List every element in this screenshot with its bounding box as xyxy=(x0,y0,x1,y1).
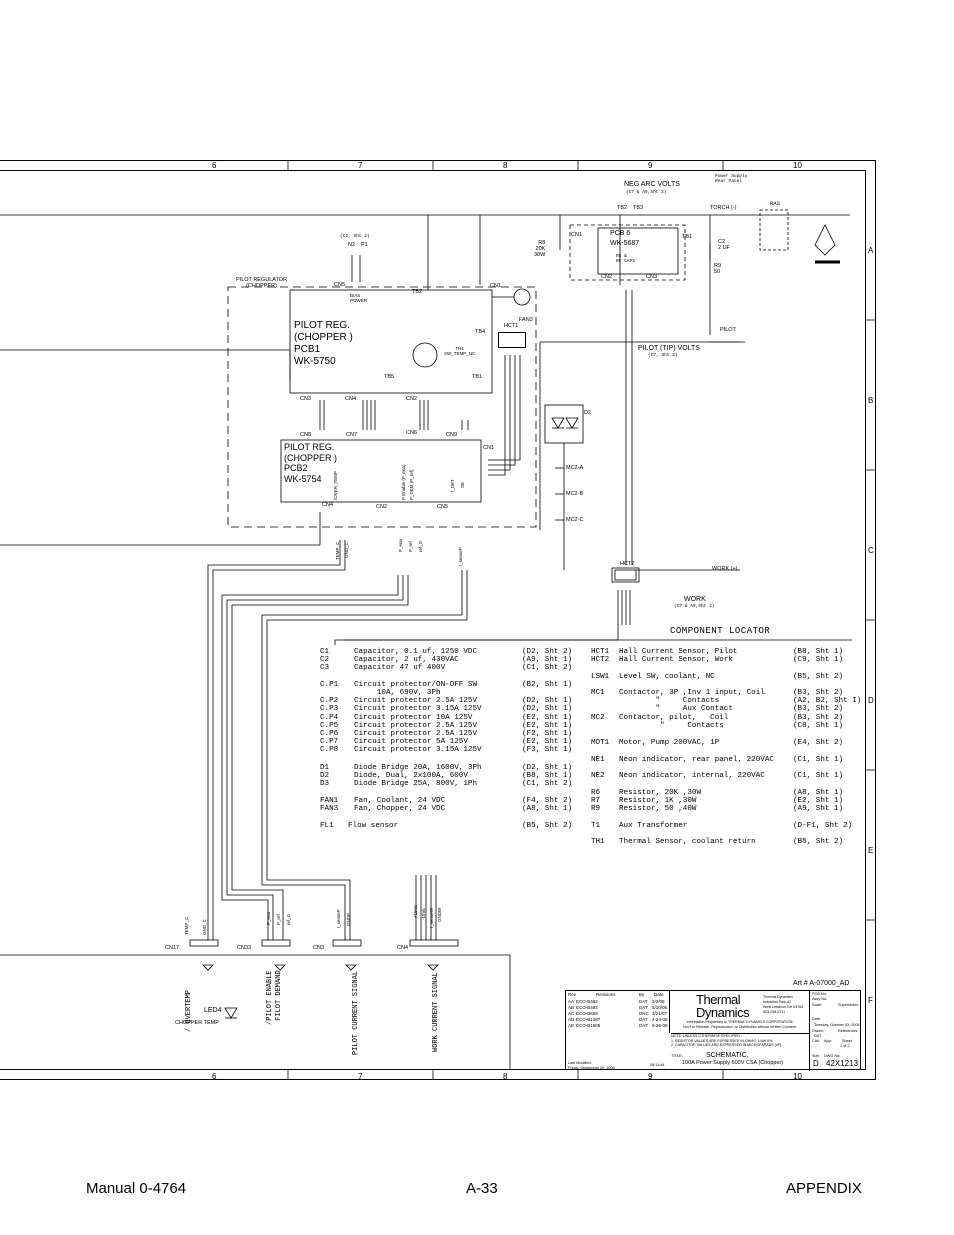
comp-ref: D3 xyxy=(320,780,330,789)
comp-ref: FAN3 xyxy=(320,805,339,814)
col-label-bottom: 8 xyxy=(503,1072,508,1081)
drawn-label: Drawn: xyxy=(812,1029,825,1033)
rev-eco: ECO-B659 xyxy=(576,1011,598,1016)
comp-loc: (B5, Sht 2) xyxy=(793,838,844,847)
col-label-bottom: 10 xyxy=(793,1072,802,1081)
comp-loc: (B2, Sht 1) xyxy=(522,680,573,689)
chk-label: Chk: xyxy=(812,1039,820,1043)
comp-loc: (E4, Sht 2) xyxy=(793,739,844,747)
comp-loc: (F4, Sht 2) xyxy=(522,797,573,805)
comp-loc: (A9, Sht 1) xyxy=(793,805,844,814)
col-label-bottom: 7 xyxy=(358,1072,363,1081)
comp-ref: D1 xyxy=(320,764,330,772)
comp-ref: R6 xyxy=(591,789,601,797)
cn8-label: CN8 xyxy=(300,432,312,438)
bias-power-label: BIAS POWER xyxy=(350,293,368,303)
over-temp-label: /OVER_TEMP xyxy=(333,470,338,500)
r8-label: R8 20K 30W xyxy=(534,240,546,258)
comp-loc: (D-F1, Sht 2) xyxy=(793,822,853,830)
comp-desc: Resistor, 1K ,30W xyxy=(619,797,697,806)
modified-time: 08:11:44 xyxy=(650,1063,665,1067)
comp-desc: Resistor, 20K ,30W xyxy=(619,789,702,797)
comp-ref: C.P3 xyxy=(320,705,339,714)
cn4-pcb2-label: CN4 xyxy=(322,502,334,508)
comp-desc: Diode Bridge 25A, 800V, 1Ph xyxy=(354,780,478,789)
drawing-title: SCHEMATIC, xyxy=(706,1052,749,1059)
comp-desc: Capacitor 47 uf 400V xyxy=(354,664,446,673)
ref-g-label: ref_G xyxy=(286,913,291,925)
cn3-label: CN3 xyxy=(313,945,325,951)
comp-loc: (B8, Sht 1) xyxy=(793,648,844,656)
comp-ref: FAN1 xyxy=(320,797,339,805)
pilot-label: PILOT xyxy=(720,327,736,333)
drawn-value: DAT xyxy=(814,1034,822,1038)
row-label: E xyxy=(868,846,874,855)
p1-label: P1 xyxy=(361,242,368,248)
tb4-label: TB4 xyxy=(475,329,486,335)
cn33-label: CN33 xyxy=(237,945,252,951)
row-label: D xyxy=(868,696,874,705)
rev-header: Revisions xyxy=(596,992,616,997)
col-label-bottom: 9 xyxy=(648,1072,653,1081)
p15v-label: +15Va xyxy=(413,905,418,918)
company-logo: Thermal Dynamics xyxy=(696,992,750,1020)
comp-ref: C2 xyxy=(320,656,330,665)
comp-ref: MC2 xyxy=(591,713,605,722)
pilot-regulator-label: PILOT REGULATOR (CHOPPER) xyxy=(236,277,288,289)
comp-desc: Level SW, coolant, NC xyxy=(619,672,715,681)
dwg-label: DWG No: xyxy=(824,1054,841,1058)
dwg-number: 42X1213 xyxy=(826,1059,859,1068)
comp-desc: Fan, Chopper, 24 VDC xyxy=(354,805,446,814)
comp-ref: C.P8 xyxy=(320,746,339,755)
cn9-label: CN9 xyxy=(446,432,458,438)
comp-desc: Hall Current Sensor, Work xyxy=(619,656,733,665)
comp-desc: " Contacts xyxy=(619,697,720,706)
manual-number: Manual 0-4764 xyxy=(86,1180,187,1197)
i-sense-w-label: I_senseW xyxy=(429,907,434,928)
comp-ref: MOT1 xyxy=(591,739,610,747)
pilot-tip-ref: (C7, Sht 2) xyxy=(648,353,678,358)
torch-label: TORCH (-) xyxy=(710,205,737,211)
tb1-pcb1-label: TB1 xyxy=(472,374,483,380)
hct1-label: HCT1 xyxy=(504,323,519,329)
row-label: C xyxy=(868,546,874,555)
tb1-top-label: TB1 xyxy=(682,234,693,240)
comp-loc: (D2, Sht 1) xyxy=(522,705,573,714)
comp-ref: D2 xyxy=(320,772,330,781)
work-current-label: WORK CURRENT SIGNAL xyxy=(432,972,440,1052)
cn6-label: CN6 xyxy=(406,430,418,436)
tb2-label: TB2 xyxy=(617,205,628,211)
rev-id: AC xyxy=(568,1011,575,1016)
section-name: APPENDIX xyxy=(786,1180,862,1197)
page-number: A-33 xyxy=(466,1180,498,1197)
cn3-pcb1-label: CN3 xyxy=(300,396,312,402)
cn1-pcb2-label: CN1 xyxy=(483,445,495,451)
rev-header: Date xyxy=(654,992,664,997)
overtemp-label: / OVERTEMP xyxy=(185,989,193,1032)
comp-loc: (D2, Sht 2) xyxy=(522,648,573,656)
comp-loc: (E2, Sht 1) xyxy=(522,738,573,747)
col-label-top: 7 xyxy=(358,161,363,170)
pcb-no-label: PCB No: xyxy=(812,992,827,996)
sheet-label: Sheet xyxy=(842,1039,852,1043)
comp-loc: (B3, Sht 2) xyxy=(793,705,844,714)
mc2c-label: MC2-C xyxy=(566,517,584,523)
revisions-table xyxy=(566,991,670,1033)
chopper-temp-label: CHOPPER TEMP xyxy=(175,1020,219,1026)
neg-arc-volts-label: NEG ARC VOLTS xyxy=(624,181,680,188)
cn1-top-label: CN1 xyxy=(571,232,583,238)
led4-label: LED4 xyxy=(204,1007,222,1014)
hct1-sensor xyxy=(498,332,526,348)
rc-caps-label: RC & RF CAPS xyxy=(616,254,635,264)
comp-ref: MC1 xyxy=(591,689,605,697)
p-enable-label: P Enable (P_ena) xyxy=(401,464,406,500)
comp-desc: " Aux Contact xyxy=(619,705,733,714)
mc2a-label: MC2-A xyxy=(566,465,584,471)
ras-label: RAS xyxy=(770,200,780,207)
hct2-label: HCT2 xyxy=(620,561,635,567)
gnd-c-mid-label: GND_C xyxy=(344,542,349,558)
rev-date: 9-25-08 xyxy=(652,1023,668,1028)
comp-loc: (B5, Sht 2) xyxy=(793,672,844,681)
cn5-label: CN5 xyxy=(334,282,346,288)
comp-loc: (D2, Sht 1) xyxy=(522,697,573,706)
date-label: Date: xyxy=(812,1017,822,1021)
comp-desc: " Contacts xyxy=(619,721,724,730)
rev-by: DAT xyxy=(639,999,648,1004)
i-sense-mid-label: I_senseP xyxy=(458,547,463,566)
cn17-label: CN17 xyxy=(165,945,180,951)
company-address: Thermal Dynamics Industrial Park #2 West Lebanon NH 03784 603-298-5711 xyxy=(763,995,804,1014)
sheet-value: 1 of 2 xyxy=(840,1044,850,1048)
gndp-label: GNDP xyxy=(346,912,351,926)
comp-ref: C.P6 xyxy=(320,730,339,738)
comp-desc: Capacitor, 0.1 uf, 1250 VDC xyxy=(354,648,478,656)
comp-loc: (B3, Sht 2) xyxy=(793,689,844,697)
c2-label: C2 2 UF xyxy=(718,239,730,251)
comp-ref: NE1 xyxy=(591,755,605,764)
comp-loc: (F2, Sht 1) xyxy=(522,730,573,738)
cn5-pcb2-label: CN5 xyxy=(437,504,449,510)
pilot-enable-label: /PILOT ENABLE FILOT DEMAND xyxy=(266,970,283,1025)
cn1-pcb1-label: CN1 xyxy=(490,283,502,289)
rev-id: AD xyxy=(568,1017,575,1022)
comp-ref: C.P4 xyxy=(320,713,339,722)
fan3-label: FAN3 xyxy=(519,317,533,323)
art-number: Art # A-07000_AD xyxy=(793,980,850,987)
work-ref: (C7 & A9,Sht 2) xyxy=(674,604,715,609)
comp-loc: (C1, Sht 2) xyxy=(522,780,573,789)
rev-by: DAT xyxy=(639,1005,648,1010)
comp-desc: Diode, Dual, 2x100A, 600V xyxy=(354,772,468,781)
c2-sht-ref: (C2, Sht 2) xyxy=(340,234,370,239)
title-block-fields xyxy=(809,991,863,1071)
size-value: D xyxy=(813,1059,819,1068)
comp-desc: Hall Current Sensor, Pilot xyxy=(619,648,738,656)
comp-ref: C.P2 xyxy=(320,697,339,706)
p-ena-label: P_ena xyxy=(266,911,271,925)
neg-arc-ref: (C7 & A9,Sht 2) xyxy=(626,190,667,195)
component-locator-right xyxy=(591,648,861,848)
i-sense-label: I_senseP xyxy=(336,909,341,928)
comp-desc: Resistor, 50 ,40W xyxy=(619,805,697,814)
last-modified: Last Modified: Friday, September 26, 2008 xyxy=(568,1061,615,1070)
rev-eco: ECO-B1505 xyxy=(576,1023,601,1028)
work-label: WORK xyxy=(684,596,706,603)
gnd-c-label: GND_C xyxy=(202,919,207,935)
comp-loc: (B8, Sht 1) xyxy=(522,772,573,781)
comp-desc: Capacitor, 2 uf, 430VAC xyxy=(354,656,459,665)
comp-ref: C.P7 xyxy=(320,738,339,747)
rev-by: DAT xyxy=(639,1017,648,1022)
comp-ref: C.P1 xyxy=(320,680,339,689)
scale-label: Scale xyxy=(812,1003,822,1007)
pilot-current-label: PILOT CURRENT SIGNAL xyxy=(352,970,360,1055)
comp-desc: 10A, 690V, 3Ph xyxy=(354,689,441,697)
comp-ref: C1 xyxy=(320,648,330,656)
p-ref-mid-label: P_ref xyxy=(408,541,413,552)
comp-desc: Circuit protector 2.5A 125V xyxy=(354,730,478,738)
comp-loc: (C9, Sht 1) xyxy=(793,656,844,665)
drawing-notes: NOTE: UNLESS OTHERWISE SPECIFIED - 1. RESISTOR VALUES ARE EXPRESSED IN OHMS, 1/4W 5%. 2. CAPACITOR VALUES ARE EXPRESSED IN MICROFARADS (uF). xyxy=(671,1033,809,1048)
col-label-top: 8 xyxy=(503,161,508,170)
rev-date: 5/10/05 xyxy=(652,1005,668,1010)
comp-loc: (B3, Sht 2) xyxy=(793,713,844,722)
i-det-label: I_DET xyxy=(450,479,455,492)
comp-desc: Thermal Sensor, coolant return xyxy=(619,838,756,847)
comp-desc: Aux Transformer xyxy=(619,822,688,830)
app-label: App: xyxy=(824,1039,832,1043)
se-label: SE xyxy=(460,481,465,488)
ref-g-mid-label: ref_G xyxy=(418,540,423,552)
comp-loc: (A8, Sht 1) xyxy=(522,805,573,814)
rev-id: AA xyxy=(568,999,575,1004)
comp-ref: T1 xyxy=(591,822,601,830)
rev-by: DNC xyxy=(639,1011,649,1016)
col-label-top: 10 xyxy=(793,161,802,170)
row-label: A xyxy=(868,246,874,255)
cn2-top-label: CN2 xyxy=(601,274,613,280)
comp-desc: Circuit protector 3.15A 125V xyxy=(354,746,482,755)
comp-desc: Neon indicator, internal, 220VAC xyxy=(619,772,765,781)
rev-date: 4-24-08 xyxy=(652,1017,668,1022)
comp-loc: (C1, Sht 2) xyxy=(522,664,573,673)
comp-desc: Circuit protector 2.5A 125V xyxy=(354,721,478,730)
pcb6-part: WK-5687 xyxy=(610,240,640,247)
pcb2-title: PILOT REG. (CHOPPER ) PCB2 WK-5754 xyxy=(284,442,338,484)
ps-rear-panel-label: Power Supply Rear Panel xyxy=(715,174,748,184)
n2-label: N2 xyxy=(348,242,356,248)
col-label-top: 6 xyxy=(212,161,217,170)
row-label: B xyxy=(868,396,874,405)
comp-desc: Circuit protector 5A 125V xyxy=(354,738,468,747)
col-label-bottom: 6 xyxy=(212,1072,217,1081)
comp-loc: (E2, Sht 1) xyxy=(793,797,844,806)
row-label: F xyxy=(868,996,873,1005)
comp-loc: (A2, B2, Sht I) xyxy=(793,697,862,706)
tb5-label: TB5 xyxy=(384,374,395,380)
col-label-top: 9 xyxy=(648,161,653,170)
d2-label: D2 xyxy=(584,410,592,416)
pilot-tip-volts-label: PILOT (TIP) VOLTS xyxy=(638,345,700,352)
comp-loc: (B5, Sht 2) xyxy=(522,822,573,830)
drawing-subtitle: 100A Power Supply 600V CSA (Chopper) xyxy=(682,1060,784,1066)
references-label: References xyxy=(838,1029,858,1033)
proprietary-notice: Information Proprietary to THERMAL DYNAMICS CORPORATION. Not For Release, Reproduction, or Distribution without Written Consent. xyxy=(683,1020,797,1029)
rev-id: AE xyxy=(568,1023,575,1028)
assy-no-label: Assy No: xyxy=(812,997,828,1001)
comp-ref: HCT1 xyxy=(591,648,610,656)
comp-loc: (F3, Sht 1) xyxy=(522,746,573,755)
cn4-pcb1-label: CN4 xyxy=(345,396,357,402)
supersedes-label: Supersedes xyxy=(838,1003,859,1007)
comp-ref: NE2 xyxy=(591,772,605,781)
temp-c-mid-label: TEMP_C xyxy=(335,541,340,560)
comp-loc: (D2, Sht 1) xyxy=(522,764,573,772)
comp-loc: (A9, Sht 1) xyxy=(522,656,573,665)
th1-label: TH1 SW_TEMP_NC xyxy=(444,346,476,356)
comp-ref: LSW1 xyxy=(591,672,610,681)
tb2-pcb1-label: TB2 xyxy=(412,289,423,295)
comp-loc: (C1, Sht 1) xyxy=(793,772,844,781)
temp-c-label: TEMP_C xyxy=(184,916,189,935)
comp-loc: (E2, Sht 1) xyxy=(522,713,573,722)
comp-desc: Diode Bridge 20A, 1600V, 3Ph xyxy=(354,764,482,772)
cn7-label: CN7 xyxy=(346,432,358,438)
rev-eco: ECO-B493 xyxy=(576,1005,598,1010)
m15v-label: -15Va xyxy=(421,908,426,920)
rev-eco: ECO-B1387 xyxy=(576,1017,601,1022)
gndw-label: GNDW xyxy=(437,907,442,922)
cn4-label: CN4 xyxy=(397,945,409,951)
rev-date: 3/21/07 xyxy=(652,1011,668,1016)
comp-ref: C.P5 xyxy=(320,721,339,730)
comp-ref: R7 xyxy=(591,797,601,806)
comp-desc: Motor, Pump 200VAC, 1P xyxy=(619,739,720,747)
comp-desc: Contactor, pilot, Coil xyxy=(619,713,729,722)
pcb1-title: PILOT REG. (CHOPPER ) PCB1 WK-5750 xyxy=(294,320,353,367)
comp-ref: TH1 xyxy=(591,838,605,847)
work-plus-label: WORK (+) xyxy=(712,566,738,572)
rev-date: 2/2/05 xyxy=(652,999,665,1004)
comp-desc: Contactor, 3P ,Inv 1 input, Coil xyxy=(619,689,765,697)
mc2b-label: MC2-B xyxy=(566,491,584,497)
rev-by: DAT xyxy=(639,1023,648,1028)
comp-ref: FL1 xyxy=(320,822,334,830)
comp-ref: HCT2 xyxy=(591,656,610,665)
comp-desc: Neon indicator, rear panel, 220VAC xyxy=(619,755,774,764)
comp-desc: Flow sensor xyxy=(348,822,399,830)
rev-id: AB xyxy=(568,1005,575,1010)
comp-desc: Circuit protector 10A 125V xyxy=(354,713,473,722)
comp-desc: Circuit protector 3.15A 125V xyxy=(354,705,482,714)
title-label: TITLE: xyxy=(671,1053,684,1058)
cn2-pcb2-label: CN2 xyxy=(376,504,388,510)
comp-ref: C3 xyxy=(320,664,330,673)
p-dem-label: P_DEM (P_ref) xyxy=(409,469,414,500)
component-locator-title: COMPONENT LOCATOR xyxy=(670,626,771,636)
comp-desc: Fan, Coolant, 24 VDC xyxy=(354,797,446,805)
title-block xyxy=(565,990,861,1070)
rev-eco: ECO-B482 xyxy=(576,999,598,1004)
rev-header: Rev xyxy=(568,992,577,997)
comp-loc: (E2, Sht 1) xyxy=(522,721,573,730)
r9-label: R9 50 xyxy=(714,263,722,275)
rev-header: By xyxy=(639,992,645,997)
comp-desc: Circuit protector/ON-OFF SW xyxy=(354,680,478,689)
cn3-top-label: CN3 xyxy=(646,274,658,280)
comp-loc: (A8, Sht 1) xyxy=(793,789,844,797)
comp-ref: R9 xyxy=(591,805,601,814)
p-ena-mid-label: P_ena xyxy=(398,538,403,552)
pcb6-label: PCB 6 xyxy=(610,230,631,237)
p-ref-label: P_ref xyxy=(276,914,281,925)
comp-loc: (C8, Sht 1) xyxy=(793,721,844,730)
date-value: Tuesday, October 03, 2006 xyxy=(814,1023,860,1027)
comp-loc: (C1, Sht 1) xyxy=(793,755,844,764)
tb3-label: TB3 xyxy=(633,205,644,211)
size-label: Size xyxy=(812,1054,820,1058)
comp-desc: Circuit protector 2.5A 125V xyxy=(354,697,478,706)
component-locator-left xyxy=(320,648,590,838)
cn2-pcb1-label: CN2 xyxy=(406,396,418,402)
